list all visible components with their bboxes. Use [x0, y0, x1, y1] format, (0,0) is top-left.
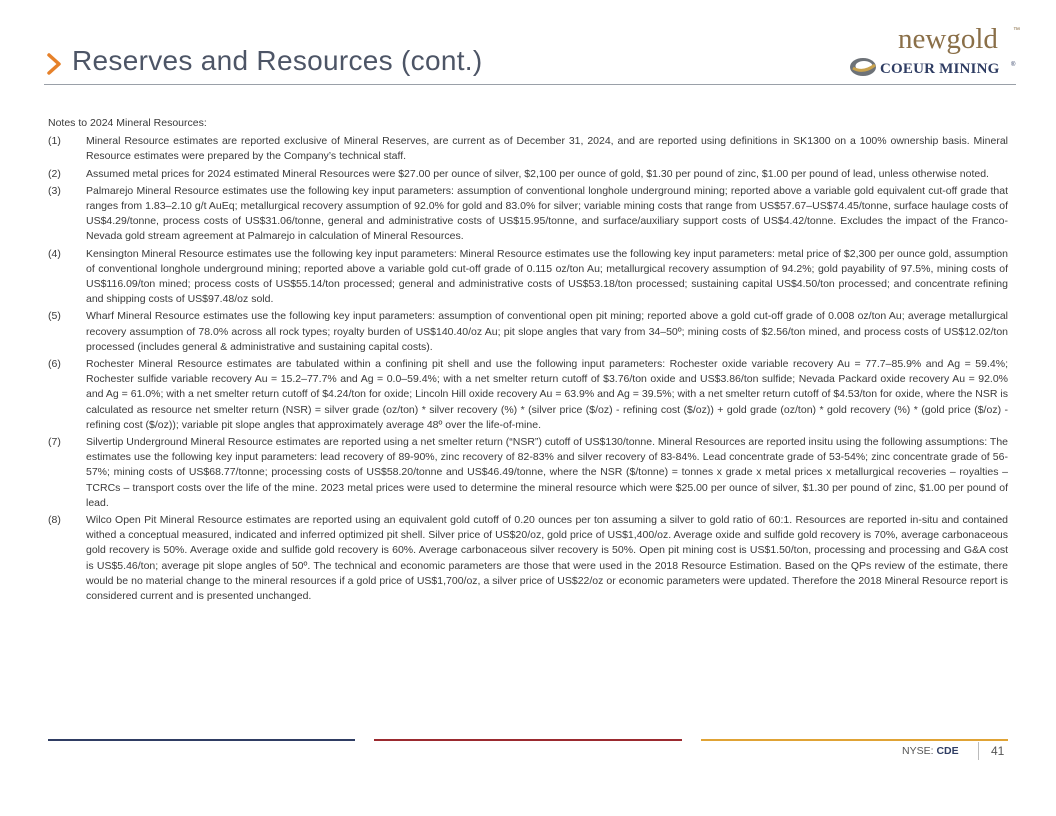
- note-text: Kensington Mineral Resource estimates use the following key input parameters: Mineral Resource estimates use the following key input parameters: metal price of $2,300 per ounce gold, assumption of conventional longhole underground mining; reported above a variable gold cut-off grade of 0.115 oz/ton Au; metallurgical recovery assumption of 94.2%; gold payability of 97.5%, mining costs of US$116.09/ton mined; process costs of US$55.14/ton processed; general and administrative costs of US$53.18/ton processed; sustaining capital US$4.50/ton processed; and concentrate refining and shipping costs of US$97.48/oz sold.: [86, 247, 1008, 306]
- footer-line-red: [374, 739, 682, 741]
- chevron-right-icon: [44, 52, 66, 76]
- note-number: (1): [48, 135, 61, 148]
- note-item: [48, 134, 1008, 164]
- note-text: Palmarejo Mineral Resource estimates use the following key input parameters: assumption of conventional longhole underground mining; reported above a variable gold equivalent cut-off grade that ranges from 1.83–2.10 g/t AuEq; metallurgical recovery assumption of 92.0% for gold and 83.0% for silver; variable mining costs that range from US$57.67–US$74.45/tonne, surface haulage costs of US$4.29/tonne, process costs of US$31.06/tonne, general and administrative costs of US$15.95/tonne, and surface/auxiliary support costs of US$4.42/tonne. Excludes the impact of the Franco-Nevada gold stream agreement at Palmarejo in calculation of Mineral Resources.: [86, 184, 1008, 243]
- note-number: (3): [48, 184, 61, 197]
- coeur-logo-reg: ®: [1011, 62, 1016, 68]
- footer-separator: [978, 742, 979, 760]
- note-number: (4): [48, 247, 61, 260]
- ticker-symbol: CDE: [936, 745, 959, 757]
- coeur-logo-text: COEUR MINING: [880, 61, 1000, 77]
- title-divider: [44, 84, 1016, 85]
- note-number: (8): [48, 514, 61, 527]
- coeur-mining-logo: [848, 54, 1020, 80]
- note-item: [48, 435, 1008, 511]
- notes-section: [48, 116, 1008, 606]
- page-number: 41: [991, 744, 1005, 758]
- note-text: Silvertip Underground Mineral Resource estimates are reported using a net smelter return (“NSR”) cutoff of US$130/tonne. Mineral Resources are reported insitu using the following assumptions: The estimates use the following key input parameters: lead recovery of 89-90%, zinc recovery of 82-83% and silver recovery of 83-84%. Lead concentrate grade of 53-54%; zinc concentrate grade of 56-57%; mining costs of US$68.77/tonne; processing costs of US$58.20/tonne and US$46.49/tonne, where the NSR ($/tonne) = tonnes x grade x metal prices x metallurgical recoveries – royalties – TCRCs – transport costs over the life of the mine. 2023 metal prices were used to determine the mineral resource which were $25.00 per ounce of silver, $1.30 per pound of zinc, $1.00 per pound of lead.: [86, 436, 1008, 509]
- newgold-logo-tm: ™: [1013, 27, 1020, 34]
- footer-line-gold: [701, 739, 1008, 741]
- footer-ticker: [902, 745, 959, 757]
- note-text: Wharf Mineral Resource estimates use the following key input parameters: assumption of conventional open pit mining; reported above a gold cut-off grade of 0.008 oz/ton Au; average metallurgical recovery assumption of 78.0% across all rock types; royalty burden of US$140.40/oz Au; pit slope angles that vary from 34–50º; mining costs of $2.56/ton mined, and process costs of US$12.02/ton processed (includes general & administrative and sustaining capital costs).: [86, 310, 1008, 353]
- note-text: Assumed metal prices for 2024 estimated Mineral Resources were $27.00 per ounce of silver, $2,100 per ounce of gold, $1.30 per pound of zinc, $1.00 per pound of lead, unless otherwise noted.: [86, 167, 989, 180]
- note-text: Rochester Mineral Resource estimates are tabulated within a confining pit shell and use the following input parameters: Rochester oxide variable recovery Au = 77.7–85.9% and Ag = 59.4%; Rochester sulfide variable recovery Au = 15.2–77.7% and Ag = 0.0–59.4%; with a net smelter return cutoff of $3.76/ton oxide and US$3.86/ton sulfide; Nevada Packard oxide recovery Au = 92.0% and Ag = 61.0%; with a net smelter return cutoff of $4.24/ton for oxide; Lincoln Hill oxide recovery Au = 63.9% and Ag = 39.5%; with a net smelter return cutoff of $4.53/ton for oxide, where the NSR is calculated as resource net smelter return (NSR) = silver grade (oz/ton) * silver recovery (%) * (silver price ($/oz) - refining cost ($/oz)) + gold grade (oz/ton) * gold recovery (%) * (gold price ($/oz) - refining cost ($/oz)); variable pit slope angles that approximately average 48º over the life-of-mine.: [86, 358, 1008, 431]
- ticker-prefix: NYSE:: [902, 745, 937, 757]
- note-item: [48, 167, 1008, 182]
- note-number: (5): [48, 310, 61, 323]
- note-number: (6): [48, 358, 61, 371]
- note-text: Mineral Resource estimates are reported exclusive of Mineral Reserves, are current as of December 31, 2024, and are reported using definitions in SK1300 on a 100% ownership basis. Mineral Resource estimates were prepared by the Company’s technical staff.: [86, 135, 1008, 163]
- footer-line-navy: [48, 739, 355, 741]
- note-item: [48, 309, 1008, 355]
- note-item: [48, 247, 1008, 308]
- page-title: Reserves and Resources (cont.): [72, 45, 483, 76]
- newgold-logo-text: newgold: [898, 23, 998, 55]
- note-item: [48, 184, 1008, 245]
- note-item: [48, 357, 1008, 433]
- note-number: (7): [48, 436, 61, 449]
- newgold-logo: [896, 22, 1022, 56]
- note-number: (2): [48, 167, 61, 180]
- notes-heading: Notes to 2024 Mineral Resources:: [48, 117, 207, 129]
- note-item: [48, 513, 1008, 604]
- note-text: Wilco Open Pit Mineral Resource estimates are reported using an equivalent gold cutoff of 0.20 ounces per ton assuming a silver to gold ratio of 60:1. Resources are reported in-situ and contained withed a conceptual measured, indicated and inferred optimized pit shell. Silver price of US$20/oz, gold price of US$1,400/oz. Average oxide and sulfide gold recovery is 70%, average carbonaceous gold recovery is 50%. Average oxide and sulfide gold recovery is 60%. Average carbonaceous silver recovery is 50%. Open pit mining cost is US$1.50/ton, processing and processing and G&A cost is US$5.46/ton; average pit slope angles of 50º. The technical and economic parameters are those that were used in the 2018 Resource Estimation. Based on the QPs review of the estimate, there would be no material change to the mineral resources if a gold price of US$1,700/oz, a silver price of US$22/oz or economic parameters were updated. Therefore the 2018 Mineral Resource report is considered current and is presented unchanged.: [86, 514, 1008, 603]
